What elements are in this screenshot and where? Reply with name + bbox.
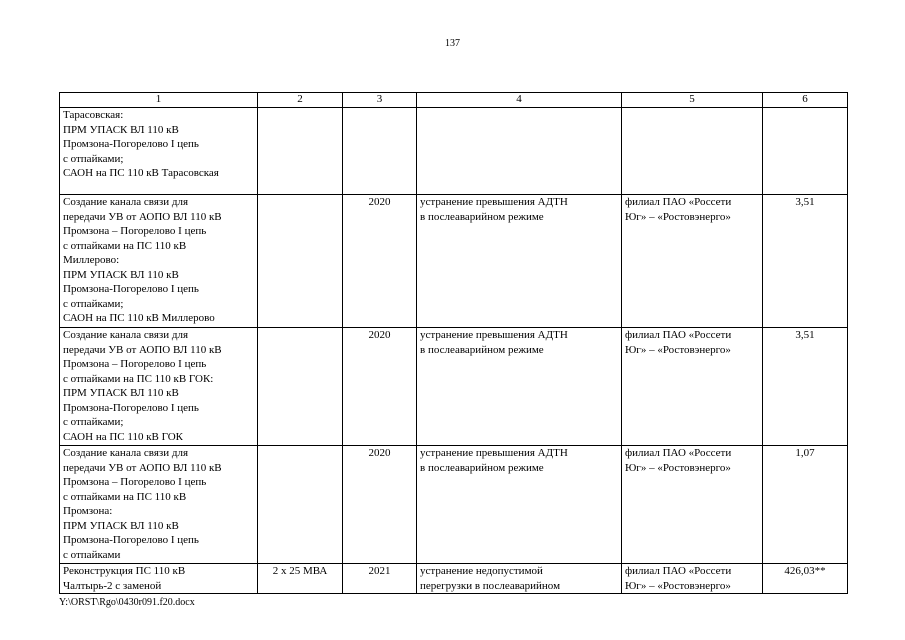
responsible-org-cell xyxy=(622,108,763,195)
cost-cell: 1,07 xyxy=(763,446,848,564)
year-cell: 2020 xyxy=(343,328,417,446)
page-number: 137 xyxy=(445,38,460,49)
year-cell: 2020 xyxy=(343,195,417,328)
object-name-cell: Тарасовская: ПРМ УПАСК ВЛ 110 кВ Промзона-Погорелово I цепь с отпайками; САОН на ПС 110 кВ Тарасовская xyxy=(60,108,258,195)
capacity-cell xyxy=(258,195,343,328)
capacity-cell xyxy=(258,108,343,195)
cost-cell: 426,03** xyxy=(763,564,848,594)
column-header: 6 xyxy=(763,93,848,108)
object-name-cell: Создание канала связи для передачи УВ от АОПО ВЛ 110 кВ Промзона – Погорелово I цепь с отпайками на ПС 110 кВ Промзона: ПРМ УПАСК ВЛ 110 кВ Промзона-Погорелово I цепь с отпайками xyxy=(60,446,258,564)
year-cell: 2020 xyxy=(343,446,417,564)
purpose-cell: устранение недопустимой перегрузки в послеаварийном xyxy=(417,564,622,594)
cost-cell xyxy=(763,108,848,195)
column-header: 2 xyxy=(258,93,343,108)
responsible-org-cell: филиал ПАО «Россети Юг» – «Ростовэнерго» xyxy=(622,564,763,594)
column-header: 3 xyxy=(343,93,417,108)
responsible-org-cell: филиал ПАО «Россети Юг» – «Ростовэнерго» xyxy=(622,446,763,564)
table-row xyxy=(60,195,848,328)
purpose-cell: устранение превышения АДТН в послеаварийном режиме xyxy=(417,195,622,328)
column-header: 1 xyxy=(60,93,258,108)
responsible-org-cell: филиал ПАО «Россети Юг» – «Ростовэнерго» xyxy=(622,195,763,328)
capacity-cell xyxy=(258,446,343,564)
object-name-cell: Реконструкция ПС 110 кВ Чалтырь-2 с заменой xyxy=(60,564,258,594)
file-path-footer: Y:\ORST\Rgo\0430r091.f20.docx xyxy=(59,597,195,608)
cost-cell: 3,51 xyxy=(763,328,848,446)
object-name-cell: Создание канала связи для передачи УВ от АОПО ВЛ 110 кВ Промзона – Погорелово I цепь с отпайками на ПС 110 кВ Миллерово: ПРМ УПАСК ВЛ 110 кВ Промзона-Погорелово I цепь с отпайками; САОН на ПС 110 кВ Миллерово xyxy=(60,195,258,328)
cost-cell: 3,51 xyxy=(763,195,848,328)
table-row xyxy=(60,446,848,564)
purpose-cell: устранение превышения АДТН в послеаварийном режиме xyxy=(417,446,622,564)
object-name-cell: Создание канала связи для передачи УВ от АОПО ВЛ 110 кВ Промзона – Погорелово I цепь с отпайками на ПС 110 кВ ГОК: ПРМ УПАСК ВЛ 110 кВ Промзона-Погорелово I цепь с отпайками; САОН на ПС 110 кВ ГОК xyxy=(60,328,258,446)
table-row xyxy=(60,564,848,594)
table-header-row xyxy=(60,93,848,108)
table-row xyxy=(60,108,848,195)
column-header: 5 xyxy=(622,93,763,108)
projects-table xyxy=(59,92,848,594)
capacity-cell: 2 х 25 МВА xyxy=(258,564,343,594)
column-header: 4 xyxy=(417,93,622,108)
year-cell: 2021 xyxy=(343,564,417,594)
purpose-cell: устранение превышения АДТН в послеаварийном режиме xyxy=(417,328,622,446)
responsible-org-cell: филиал ПАО «Россети Юг» – «Ростовэнерго» xyxy=(622,328,763,446)
purpose-cell xyxy=(417,108,622,195)
capacity-cell xyxy=(258,328,343,446)
table-row xyxy=(60,328,848,446)
year-cell xyxy=(343,108,417,195)
